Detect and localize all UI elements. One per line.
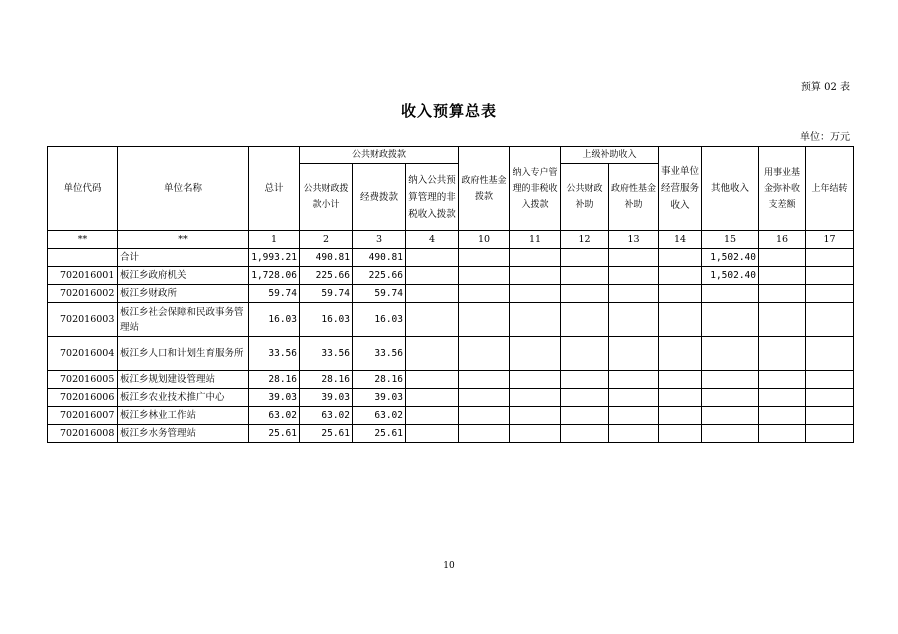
funding-cell: 25.61 — [353, 425, 406, 443]
fund-gap-cell — [759, 285, 806, 303]
funding-cell: 59.74 — [353, 285, 406, 303]
total-cell: 63.02 — [249, 407, 300, 425]
nontax-budget-cell — [406, 249, 459, 267]
funding-cell: 225.66 — [353, 267, 406, 285]
fund-gap-cell — [759, 371, 806, 389]
business-income-cell — [659, 303, 702, 337]
unit-code-cell: 702016004 — [48, 337, 118, 371]
carryover-cell — [806, 425, 854, 443]
nontax-budget-cell — [406, 337, 459, 371]
other-income-cell — [702, 425, 759, 443]
nontax-special-cell — [510, 303, 561, 337]
other-income-cell: 1,502.40 — [702, 267, 759, 285]
nontax-budget-cell — [406, 425, 459, 443]
index-cell: 14 — [659, 231, 702, 249]
business-income-cell — [659, 337, 702, 371]
header-nontax-special: 纳入专户管理的非税收入拨款 — [510, 147, 561, 231]
gov-fund-cell — [459, 371, 510, 389]
business-income-cell — [659, 371, 702, 389]
carryover-cell — [806, 267, 854, 285]
unit-code-cell: 702016006 — [48, 389, 118, 407]
header-carryover: 上年结转 — [806, 147, 854, 231]
nontax-budget-cell — [406, 267, 459, 285]
form-number: 预算 02 表 — [800, 82, 850, 93]
nontax-budget-cell — [406, 407, 459, 425]
table-row — [48, 285, 854, 303]
superior-gov-fund-cell — [609, 249, 659, 267]
index-cell: ** — [118, 231, 249, 249]
unit-code-cell: 702016008 — [48, 425, 118, 443]
nontax-special-cell — [510, 425, 561, 443]
superior-gov-fund-cell — [609, 337, 659, 371]
table-row — [48, 371, 854, 389]
total-cell: 1,993.21 — [249, 249, 300, 267]
budget-table — [47, 146, 854, 443]
public-finance-subtotal-cell: 225.66 — [300, 267, 353, 285]
fund-gap-cell — [759, 407, 806, 425]
gov-fund-cell — [459, 337, 510, 371]
funding-cell: 16.03 — [353, 303, 406, 337]
header-unit-code: 单位代码 — [48, 147, 118, 231]
superior-public-cell — [561, 425, 609, 443]
gov-fund-cell — [459, 407, 510, 425]
index-cell: 1 — [249, 231, 300, 249]
superior-gov-fund-cell — [609, 285, 659, 303]
nontax-special-cell — [510, 249, 561, 267]
fund-gap-cell — [759, 267, 806, 285]
carryover-cell — [806, 407, 854, 425]
public-finance-subtotal-cell: 490.81 — [300, 249, 353, 267]
superior-gov-fund-cell — [609, 407, 659, 425]
fund-gap-cell — [759, 303, 806, 337]
other-income-cell — [702, 371, 759, 389]
carryover-cell — [806, 337, 854, 371]
funding-cell: 63.02 — [353, 407, 406, 425]
header-other-income: 其他收入 — [702, 147, 759, 231]
gov-fund-cell — [459, 285, 510, 303]
index-cell: 13 — [609, 231, 659, 249]
unit-name-cell: 板江乡林业工作站 — [118, 407, 249, 425]
index-cell: 15 — [702, 231, 759, 249]
index-cell: 17 — [806, 231, 854, 249]
fund-gap-cell — [759, 425, 806, 443]
superior-public-cell — [561, 337, 609, 371]
superior-gov-fund-cell — [609, 425, 659, 443]
business-income-cell — [659, 425, 702, 443]
public-finance-subtotal-cell: 25.61 — [300, 425, 353, 443]
other-income-cell: 1,502.40 — [702, 249, 759, 267]
nontax-special-cell — [510, 285, 561, 303]
unit-label: 单位：万元 — [800, 132, 850, 143]
header-fund-gap: 用事业基金弥补收支差额 — [759, 147, 806, 231]
public-finance-subtotal-cell: 33.56 — [300, 337, 353, 371]
unit-name-cell: 板江乡政府机关 — [118, 267, 249, 285]
unit-name-cell: 板江乡规划建设管理站 — [118, 371, 249, 389]
unit-name-cell: 板江乡社会保障和民政事务管理站 — [118, 303, 249, 337]
nontax-special-cell — [510, 407, 561, 425]
gov-fund-cell — [459, 267, 510, 285]
business-income-cell — [659, 389, 702, 407]
nontax-special-cell — [510, 267, 561, 285]
public-finance-subtotal-cell: 59.74 — [300, 285, 353, 303]
superior-gov-fund-cell — [609, 389, 659, 407]
gov-fund-cell — [459, 389, 510, 407]
superior-public-cell — [561, 267, 609, 285]
header-gov-fund: 政府性基金拨款 — [459, 147, 510, 231]
unit-code-cell: 702016005 — [48, 371, 118, 389]
table-row — [48, 337, 854, 371]
total-cell: 1,728.06 — [249, 267, 300, 285]
nontax-special-cell — [510, 389, 561, 407]
fund-gap-cell — [759, 389, 806, 407]
superior-public-cell — [561, 371, 609, 389]
unit-code-cell: 702016003 — [48, 303, 118, 337]
index-cell: 11 — [510, 231, 561, 249]
carryover-cell — [806, 303, 854, 337]
index-cell: 2 — [300, 231, 353, 249]
other-income-cell — [702, 303, 759, 337]
index-cell: 4 — [406, 231, 459, 249]
public-finance-subtotal-cell: 28.16 — [300, 371, 353, 389]
header-superior-group: 上级补助收入 — [561, 147, 659, 164]
page-number: 10 — [443, 561, 455, 571]
superior-gov-fund-cell — [609, 371, 659, 389]
other-income-cell — [702, 389, 759, 407]
header-business-income: 事业单位经营服务收入 — [659, 147, 702, 231]
funding-cell: 490.81 — [353, 249, 406, 267]
header-unit-name: 单位名称 — [118, 147, 249, 231]
gov-fund-cell — [459, 303, 510, 337]
business-income-cell — [659, 267, 702, 285]
total-cell: 28.16 — [249, 371, 300, 389]
unit-name-cell: 合计 — [118, 249, 249, 267]
gov-fund-cell — [459, 425, 510, 443]
header-public-finance-group: 公共财政拨款 — [300, 147, 459, 164]
total-cell: 25.61 — [249, 425, 300, 443]
carryover-cell — [806, 249, 854, 267]
index-row — [48, 231, 854, 249]
unit-code-cell — [48, 249, 118, 267]
header-total: 总计 — [249, 147, 300, 231]
total-cell: 16.03 — [249, 303, 300, 337]
business-income-cell — [659, 407, 702, 425]
table-row — [48, 389, 854, 407]
unit-name-cell: 板江乡财政所 — [118, 285, 249, 303]
table-row — [48, 267, 854, 285]
total-cell: 59.74 — [249, 285, 300, 303]
table-row — [48, 425, 854, 443]
unit-code-cell: 702016007 — [48, 407, 118, 425]
nontax-special-cell — [510, 337, 561, 371]
index-cell: 16 — [759, 231, 806, 249]
header-nontax-budget: 纳入公共预算管理的非税收入拨款 — [406, 164, 459, 231]
nontax-special-cell — [510, 371, 561, 389]
funding-cell: 28.16 — [353, 371, 406, 389]
index-cell: ** — [48, 231, 118, 249]
header-superior-gov-fund: 政府性基金补助 — [609, 164, 659, 231]
other-income-cell — [702, 407, 759, 425]
total-row — [48, 249, 854, 267]
total-cell: 39.03 — [249, 389, 300, 407]
unit-code-cell: 702016002 — [48, 285, 118, 303]
other-income-cell — [702, 285, 759, 303]
index-cell: 12 — [561, 231, 609, 249]
table-row — [48, 303, 854, 337]
nontax-budget-cell — [406, 303, 459, 337]
index-cell: 10 — [459, 231, 510, 249]
carryover-cell — [806, 389, 854, 407]
public-finance-subtotal-cell: 16.03 — [300, 303, 353, 337]
superior-gov-fund-cell — [609, 303, 659, 337]
nontax-budget-cell — [406, 285, 459, 303]
public-finance-subtotal-cell: 39.03 — [300, 389, 353, 407]
page-title: 收入预算总表 — [400, 102, 497, 120]
carryover-cell — [806, 371, 854, 389]
unit-name-cell: 板江乡人口和计划生育服务所 — [118, 337, 249, 371]
header-superior-public: 公共财政补助 — [561, 164, 609, 231]
other-income-cell — [702, 337, 759, 371]
superior-public-cell — [561, 407, 609, 425]
superior-public-cell — [561, 285, 609, 303]
nontax-budget-cell — [406, 389, 459, 407]
unit-name-cell: 板江乡农业技术推广中心 — [118, 389, 249, 407]
superior-public-cell — [561, 303, 609, 337]
unit-name-cell: 板江乡水务管理站 — [118, 425, 249, 443]
public-finance-subtotal-cell: 63.02 — [300, 407, 353, 425]
superior-public-cell — [561, 249, 609, 267]
superior-gov-fund-cell — [609, 267, 659, 285]
table-row — [48, 407, 854, 425]
nontax-budget-cell — [406, 371, 459, 389]
unit-code-cell: 702016001 — [48, 267, 118, 285]
carryover-cell — [806, 285, 854, 303]
superior-public-cell — [561, 389, 609, 407]
fund-gap-cell — [759, 249, 806, 267]
business-income-cell — [659, 285, 702, 303]
gov-fund-cell — [459, 249, 510, 267]
header-public-finance-subtotal: 公共财政拨款小计 — [300, 164, 353, 231]
funding-cell: 39.03 — [353, 389, 406, 407]
business-income-cell — [659, 249, 702, 267]
total-cell: 33.56 — [249, 337, 300, 371]
header-funding: 经费拨款 — [353, 164, 406, 231]
index-cell: 3 — [353, 231, 406, 249]
funding-cell: 33.56 — [353, 337, 406, 371]
fund-gap-cell — [759, 337, 806, 371]
